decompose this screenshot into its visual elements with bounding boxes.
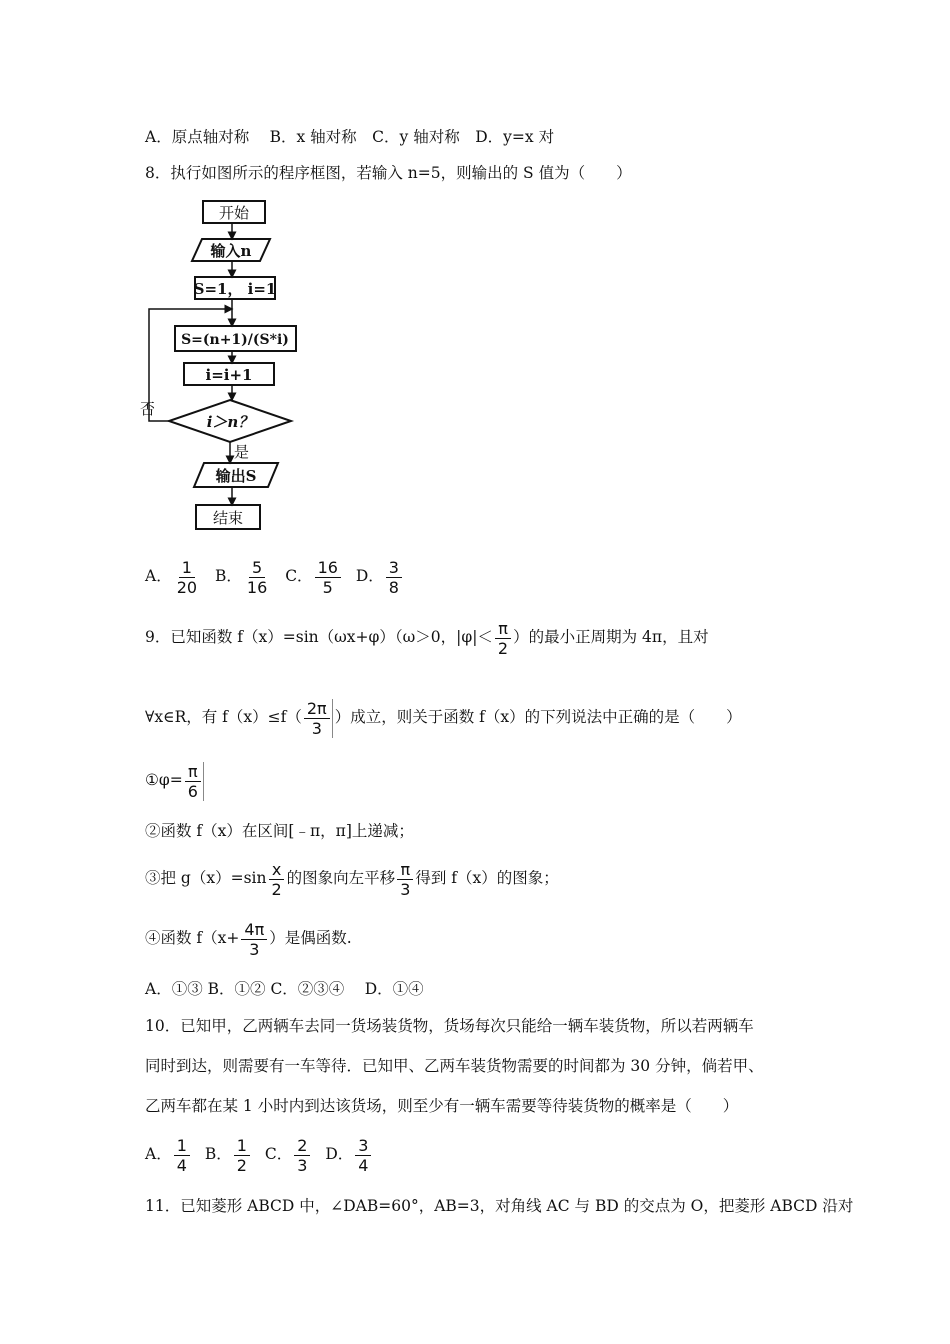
- q8-flowchart: [140, 195, 305, 535]
- q9-line2: ∀x∈R，有 f（x）≤f（ $\frac{2\pi}{3}$ ）成立，则关于函数 f（x）的下列说法中正确的是（ ）: [145, 698, 742, 738]
- q9-statement-1: ①φ= $\frac{\pi}{6}$: [145, 760, 206, 801]
- fc-output: 输出S: [215, 467, 257, 485]
- q9-choices: A．①③ B．①② C．②③④ D．①④: [145, 980, 424, 998]
- q7-options: A．原点轴对称 B．x 轴对称 C．y 轴对称 D．y=x 对: [145, 128, 555, 146]
- fc-condition: i＞n？: [206, 413, 254, 431]
- fc-input: 输入n: [210, 242, 252, 260]
- fc-end: 结束: [212, 509, 244, 527]
- q11-line1: 11．已知菱形 ABCD 中，∠DAB=60°，AB=3，对角线 AC 与 BD 的交点为 O，把菱形 ABCD 沿对: [145, 1197, 854, 1215]
- q9-statement-2: ②函数 f（x）在区间[﹣π，π]上递减；: [145, 822, 414, 840]
- fc-yes: 是: [234, 443, 250, 461]
- fc-assign: S=(n+1)/(S*i): [181, 332, 289, 348]
- q9-statement-3: ③把 g（x）=sin $\frac{x}{2}$ 的图象向左平移 $\frac{\pi}{3}$ 得到 f（x）的图象；: [145, 859, 559, 899]
- q9-line1: 9．已知函数 f（x）=sin（ωx+φ）（ω＞0，|φ|＜ $\frac{\pi}{2}$ ）的最小正周期为 4π，且对: [145, 618, 709, 658]
- fc-init: S=1， i=1: [193, 280, 277, 298]
- q8-stem: 8．执行如图所示的程序框图，若输入 n=5，则输出的 S 值为（ ）: [145, 164, 632, 182]
- fc-increment: i=i+1: [205, 366, 253, 384]
- q10-line2: 同时到达，则需要有一车等待．已知甲、乙两车装货物需要的时间都为 30 分钟，倘若甲、: [145, 1057, 764, 1075]
- q10-line3: 乙两车都在某 1 小时内到达该货场，则至少有一辆车需要等待装货物的概率是（ ）: [145, 1097, 739, 1115]
- fc-no: 否: [140, 400, 156, 418]
- q10-choices: A． $\frac{1}{4}$ B． $\frac{1}{2}$ C． $\frac{2}{3}$ D． $\frac{3}{4}$: [145, 1134, 381, 1175]
- fc-start: 开始: [218, 204, 250, 222]
- q10-line1: 10．已知甲，乙两辆车去同一货场装货物，货场每次只能给一辆车装货物，所以若两辆车: [145, 1017, 754, 1035]
- q8-choices: A． $\frac{1}{20}$ B． $\frac{5}{16}$ C． $\frac{16}{5}$ D． $\frac{3}{8}$: [145, 556, 412, 597]
- q9-statement-4: ④函数 f（x+ $\frac{4\pi}{3}$ ）是偶函数.: [145, 919, 352, 959]
